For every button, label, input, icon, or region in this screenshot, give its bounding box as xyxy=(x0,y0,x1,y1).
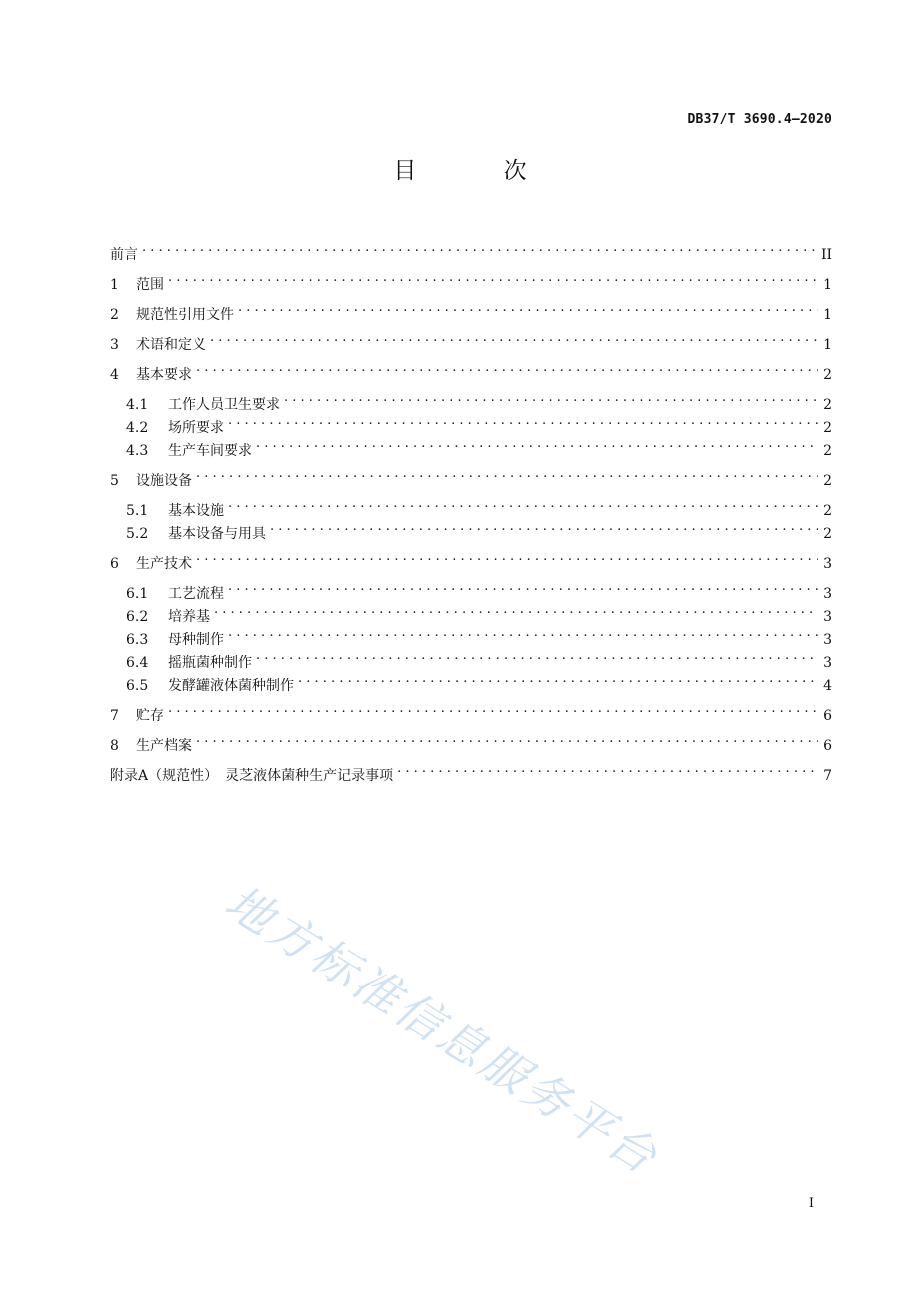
toc-entry-number: 6.3 xyxy=(126,632,149,648)
toc-dot-leader xyxy=(196,727,818,750)
toc-dot-leader xyxy=(196,356,818,379)
toc-dot-leader xyxy=(196,462,818,485)
toc-dot-leader xyxy=(256,432,818,455)
toc-entry-page: 2 xyxy=(823,397,832,413)
toc-entry-page: II xyxy=(820,247,832,263)
toc-entry-label: 基本要求 xyxy=(136,367,192,383)
toc-entry-page: 2 xyxy=(823,473,832,489)
toc-entry-number: 5.2 xyxy=(126,526,149,542)
toc-entry[interactable] xyxy=(110,386,832,413)
toc-dot-leader xyxy=(142,236,817,259)
toc-entry-label: 工作人员卫生要求 xyxy=(168,397,280,413)
toc-entry-page: 2 xyxy=(823,526,832,542)
toc-dot-leader xyxy=(228,575,818,598)
toc-entry-label: 范围 xyxy=(136,277,164,293)
toc-entry-label: 工艺流程 xyxy=(168,586,224,602)
page-number: I xyxy=(808,1196,814,1211)
toc-entry[interactable] xyxy=(110,296,832,323)
toc-entry-number: 3 xyxy=(110,337,119,353)
toc-entry-number: 6.2 xyxy=(126,609,149,625)
toc-entry-page: 2 xyxy=(823,420,832,436)
toc-entry-page: 3 xyxy=(823,586,832,602)
toc-entry-label: 前言 xyxy=(110,247,138,263)
toc-entry-number: 6.4 xyxy=(126,655,149,671)
standard-code: DB37/T 3690.4—2020 xyxy=(687,112,832,127)
toc-entry-page: 2 xyxy=(823,367,832,383)
toc-entry-label: 摇瓶菌种制作 xyxy=(168,655,252,671)
toc-entry[interactable] xyxy=(110,356,832,383)
toc-entry-label: 基本设备与用具 xyxy=(168,526,266,542)
toc-entry-page: 6 xyxy=(823,708,832,724)
toc-entry-number: 4.1 xyxy=(126,397,149,413)
toc-dot-leader xyxy=(168,266,818,289)
toc-entry-page: 2 xyxy=(823,503,832,519)
toc-entry-number: 6 xyxy=(110,556,119,572)
toc-dot-leader xyxy=(298,667,818,690)
toc-entry-number: 8 xyxy=(110,738,119,754)
toc-entry-label: 附录A（规范性） 灵芝液体菌种生产记录事项 xyxy=(110,768,394,784)
toc-entry[interactable] xyxy=(110,621,832,648)
toc-dot-leader xyxy=(284,386,818,409)
toc-entry-label: 生产技术 xyxy=(136,556,192,572)
toc-entry-number: 6.5 xyxy=(126,678,149,694)
toc-entry[interactable] xyxy=(110,757,832,784)
toc-dot-leader xyxy=(238,296,818,319)
toc-dot-leader xyxy=(168,697,818,720)
toc-dot-leader xyxy=(196,545,818,568)
toc-entry-number: 2 xyxy=(110,307,119,323)
toc-dot-leader xyxy=(397,757,818,780)
toc-entry-number: 4.2 xyxy=(126,420,149,436)
toc-entry-label: 基本设施 xyxy=(168,503,224,519)
toc-entry-label: 术语和定义 xyxy=(136,337,206,353)
toc-dot-leader xyxy=(228,409,818,432)
toc-entry-label: 贮存 xyxy=(136,708,164,724)
toc-entry-page: 1 xyxy=(823,307,832,323)
toc-entry-number: 7 xyxy=(110,708,119,724)
toc-entry-number: 4 xyxy=(110,367,119,383)
toc-dot-leader xyxy=(256,644,818,667)
toc-entry[interactable] xyxy=(110,236,832,263)
watermark: 地方标准信息服务平台 xyxy=(216,874,669,1186)
toc-dot-leader xyxy=(228,621,818,644)
toc-entry-page: 7 xyxy=(823,768,832,784)
toc-entry-label: 生产档案 xyxy=(136,738,192,754)
toc-entry-page: 1 xyxy=(823,277,832,293)
toc-entry-page: 3 xyxy=(823,632,832,648)
toc-entry[interactable] xyxy=(110,697,832,724)
toc-entry-label: 生产车间要求 xyxy=(168,443,252,459)
toc-entry[interactable] xyxy=(110,727,832,754)
toc-entry[interactable] xyxy=(110,545,832,572)
toc-dot-leader xyxy=(210,326,818,349)
toc-entry-page: 2 xyxy=(823,443,832,459)
toc-entry-page: 1 xyxy=(823,337,832,353)
toc-entry[interactable] xyxy=(110,598,832,625)
toc-entry-number: 5.1 xyxy=(126,503,149,519)
toc-entry-label: 场所要求 xyxy=(168,420,224,436)
toc-entry-label: 设施设备 xyxy=(136,473,192,489)
page-title: 目 次 xyxy=(393,158,567,184)
toc-entry-label: 规范性引用文件 xyxy=(136,307,234,323)
toc-entry-number: 4.3 xyxy=(126,443,149,459)
toc-entry-number: 5 xyxy=(110,473,119,489)
toc-dot-leader xyxy=(270,515,818,538)
table-of-contents xyxy=(110,236,832,784)
toc-entry-page: 3 xyxy=(823,609,832,625)
toc-entry[interactable] xyxy=(110,492,832,519)
toc-entry[interactable] xyxy=(110,266,832,293)
toc-entry-label: 发酵罐液体菌种制作 xyxy=(168,678,294,694)
toc-dot-leader xyxy=(228,492,818,515)
toc-entry-page: 3 xyxy=(823,655,832,671)
toc-dot-leader xyxy=(214,598,818,621)
toc-entry-number: 1 xyxy=(110,277,119,293)
toc-entry[interactable] xyxy=(110,575,832,602)
toc-entry-number: 6.1 xyxy=(126,586,149,602)
toc-entry-label: 母种制作 xyxy=(168,632,224,648)
toc-entry-page: 6 xyxy=(823,738,832,754)
toc-entry-label: 培养基 xyxy=(168,609,210,625)
toc-entry-page: 3 xyxy=(823,556,832,572)
toc-entry[interactable] xyxy=(110,326,832,353)
toc-entry-page: 4 xyxy=(823,678,832,694)
toc-entry[interactable] xyxy=(110,462,832,489)
